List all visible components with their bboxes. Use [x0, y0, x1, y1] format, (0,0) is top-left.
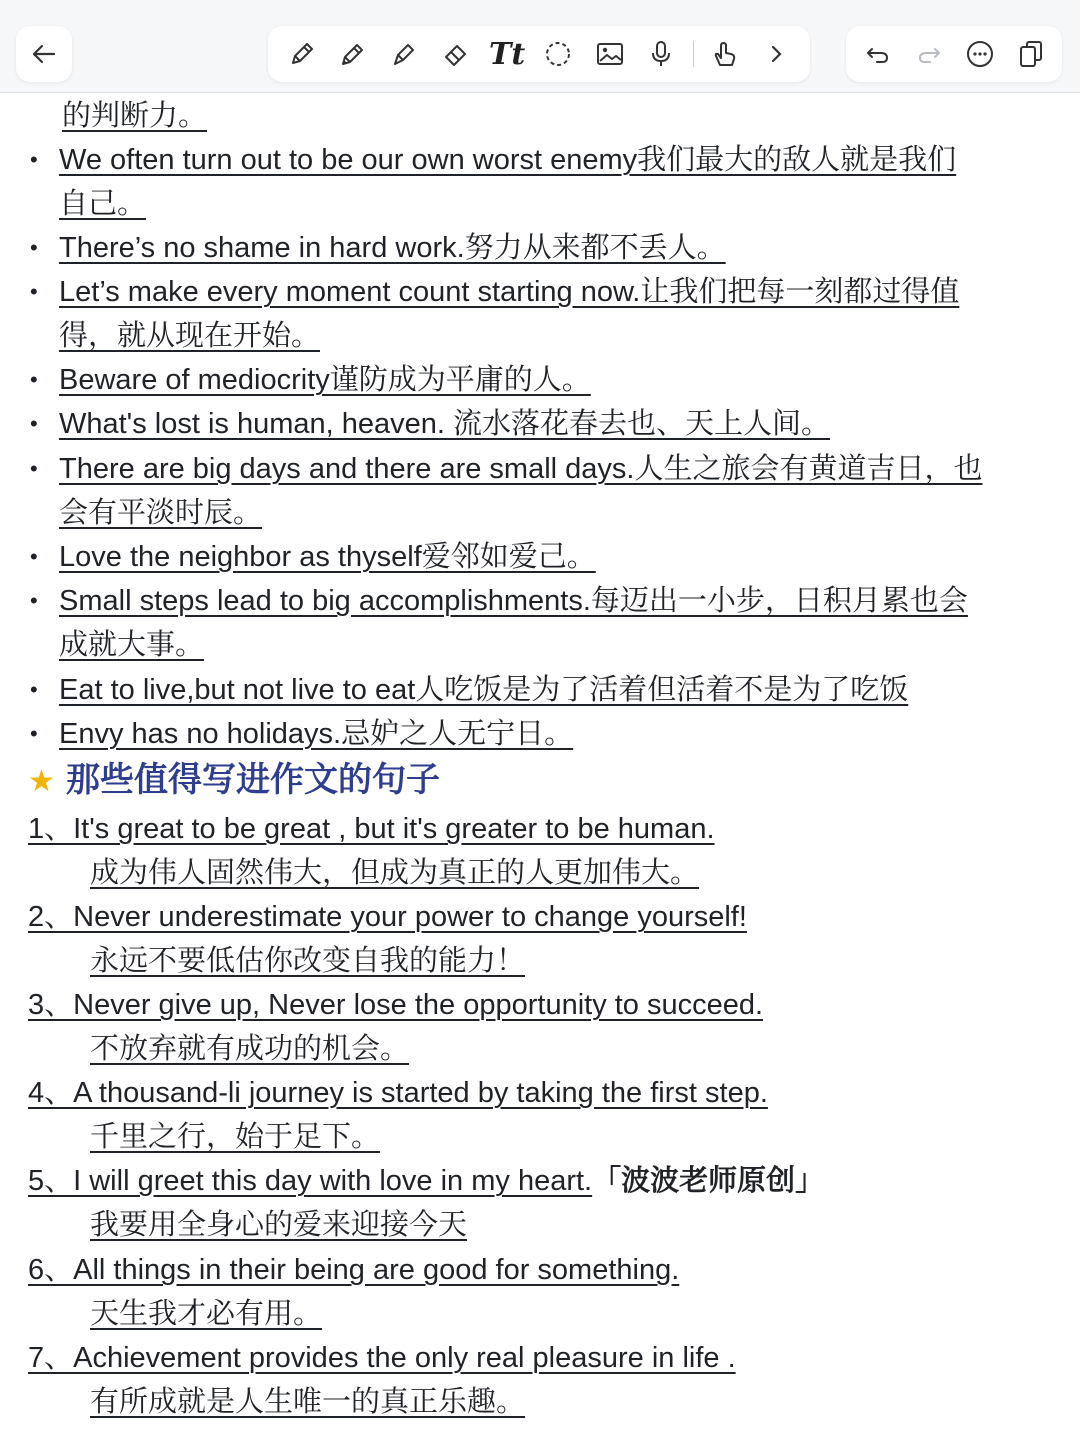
- pages-button[interactable]: [1011, 34, 1051, 74]
- pencil-icon: [338, 39, 368, 69]
- sentence-zh: 有所成就是人生唯一的真正乐趣。: [90, 1386, 526, 1418]
- bullet-dot: •: [30, 588, 38, 613]
- star-icon: ★: [28, 765, 55, 798]
- image-tool[interactable]: [590, 34, 630, 74]
- tools-palette: [268, 26, 810, 82]
- text-tool-icon: Tt: [489, 36, 526, 72]
- sentence-zh: 千里之行，始于足下。: [90, 1121, 381, 1153]
- lasso-icon: [543, 39, 573, 69]
- text-tool[interactable]: [487, 34, 527, 74]
- list-item: • There’s no shame in hard work.努力从来都不丢人。: [0, 226, 1080, 270]
- list-item: • Eat to live,but not live to eat人吃饭是为了活着但活着不是为了吃饭: [0, 668, 1080, 712]
- list-item: • We often turn out to be our own worst enemy我们最大的敌人就是我们: [0, 138, 1080, 182]
- list-item: • Beware of mediocrity谨防成为平庸的人。: [0, 358, 1080, 402]
- list-item: • Love the neighbor as thyself爱邻如爱己。: [0, 535, 1080, 579]
- highlighter-icon: [389, 39, 419, 69]
- list-item-continuation: 会有平淡时辰。: [59, 497, 263, 529]
- bullet-dot: •: [30, 279, 38, 304]
- list-item: • Envy has no holidays.忌妒之人无宁日。: [0, 712, 1080, 756]
- sentence-en: 7、Achievement provides the only real pleasure in life .: [28, 1342, 736, 1374]
- image-icon: [595, 39, 625, 69]
- arrow-left-icon: [30, 40, 58, 68]
- list-item-continuation: 自己。: [59, 188, 147, 220]
- sentence-zh: 永远不要低估你改变自我的能力！: [90, 945, 526, 977]
- sentence-zh: 成为伟人固然伟大，但成为真正的人更加伟大。: [90, 857, 700, 889]
- sentence-zh: 我要用全身心的爱来迎接今天: [90, 1209, 468, 1241]
- undo-button[interactable]: [858, 34, 898, 74]
- list-item: • There are big days and there are small days.人生之旅会有黄道吉日，也: [0, 447, 1080, 491]
- note-line: 的判断力。: [62, 100, 208, 132]
- sentence-en: 1、It's great to be great , but it's greater to be human.: [28, 813, 715, 845]
- more-button[interactable]: [960, 34, 1000, 74]
- bullet-dot: •: [30, 411, 38, 436]
- more-icon: [965, 39, 995, 69]
- sentence-zh: 不放弃就有成功的机会。: [90, 1033, 410, 1065]
- chevron-right-icon: [761, 39, 791, 69]
- bullet-dot: •: [30, 235, 38, 260]
- highlighter-tool[interactable]: [384, 34, 424, 74]
- bullet-dot: •: [30, 147, 38, 172]
- hand-touch-tool[interactable]: [705, 34, 745, 74]
- lasso-tool[interactable]: [538, 34, 578, 74]
- list-item: • Let’s make every moment count starting now.让我们把每一刻都过得值: [0, 270, 1080, 314]
- back-button[interactable]: [16, 26, 72, 82]
- section-heading: ★ 那些值得写进作文的句子: [28, 756, 440, 804]
- actions-palette: [846, 26, 1062, 82]
- hand-touch-icon: [710, 39, 740, 69]
- sentence-en: 5、I will greet this day with love in my heart.「波波老师原创」: [28, 1165, 825, 1197]
- pen-tool[interactable]: [282, 34, 322, 74]
- toolbar-separator: [693, 41, 694, 67]
- eraser-icon: [441, 39, 471, 69]
- bullet-dot: •: [30, 544, 38, 569]
- microphone-tool[interactable]: [641, 34, 681, 74]
- more-tools-button[interactable]: [756, 34, 796, 74]
- pencil-tool[interactable]: [333, 34, 373, 74]
- sentence-zh: 天生我才必有用。: [90, 1298, 323, 1330]
- author-tag: 「波波老师原创」: [592, 1165, 825, 1197]
- microphone-icon: [646, 39, 676, 69]
- sentence-en: 3、Never give up, Never lose the opportunity to succeed.: [28, 989, 764, 1021]
- list-item-continuation: 得，就从现在开始。: [59, 320, 321, 352]
- undo-icon: [863, 39, 893, 69]
- bullet-dot: •: [30, 367, 38, 392]
- pages-icon: [1016, 39, 1046, 69]
- list-item: • What's lost is human, heaven. 流水落花春去也、天上人间。: [0, 402, 1080, 446]
- bullet-dot: •: [30, 456, 38, 481]
- sentence-en: 4、A thousand-li journey is started by taking the first step.: [28, 1077, 768, 1109]
- bullet-dot: •: [30, 721, 38, 746]
- eraser-tool[interactable]: [436, 34, 476, 74]
- redo-button[interactable]: [909, 34, 949, 74]
- pen-icon: [287, 39, 317, 69]
- list-item-continuation: 成就大事。: [59, 629, 205, 661]
- list-item: • Small steps lead to big accomplishments.每迈出一小步，日积月累也会: [0, 579, 1080, 623]
- bullet-dot: •: [30, 677, 38, 702]
- sentence-en: 2、Never underestimate your power to change yourself!: [28, 901, 747, 933]
- top-toolbar: [0, 0, 1080, 93]
- redo-icon: [914, 39, 944, 69]
- sentence-en: 6、All things in their being are good for something.: [28, 1254, 680, 1286]
